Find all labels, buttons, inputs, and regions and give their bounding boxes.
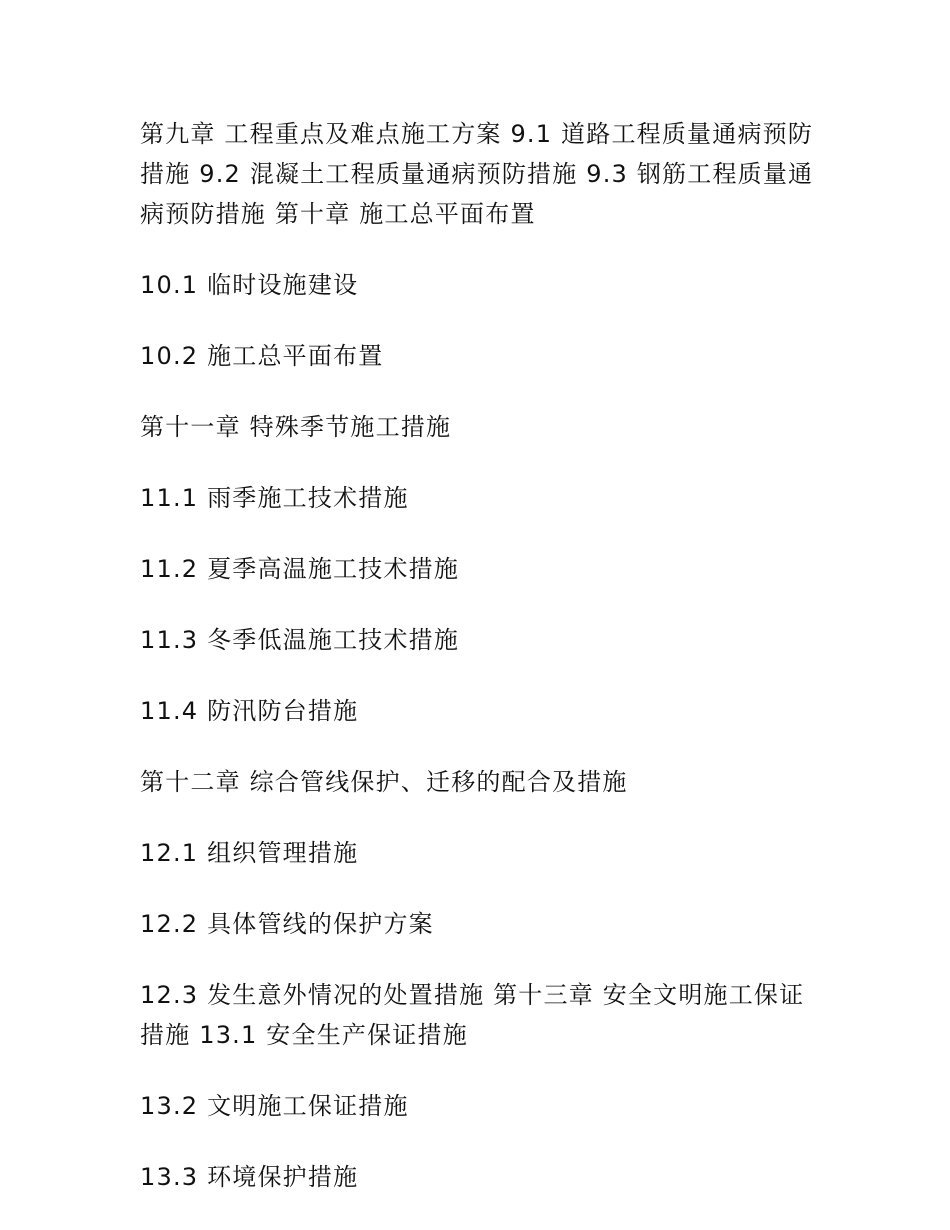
toc-entry-12-1: 12.1 组织管理措施 bbox=[140, 839, 359, 867]
toc-chapter-12: 第十二章 综合管线保护、迁移的配合及措施 bbox=[140, 768, 628, 796]
toc-entry-13-2: 13.2 文明施工保证措施 bbox=[140, 1092, 409, 1120]
toc-paragraph-12-3-chapter-13: 12.3 发生意外情况的处置措施 第十三章 安全文明施工保证措施 13.1 安全生产保证措施 bbox=[140, 981, 805, 1049]
toc-paragraph-chapter-9: 第九章 工程重点及难点施工方案 9.1 道路工程质量通病预防措施 9.2 混凝土工程质量通病预防措施 9.3 钢筋工程质量通病预防措施 第十章 施工总平面布置 bbox=[140, 120, 814, 228]
toc-entry-11-4: 11.4 防汛防台措施 bbox=[140, 697, 359, 725]
toc-entry-10-2: 10.2 施工总平面布置 bbox=[140, 342, 384, 370]
toc-entry-11-3: 11.3 冬季低温施工技术措施 bbox=[140, 626, 460, 654]
document-page bbox=[140, 114, 820, 1228]
toc-entry-11-1: 11.1 雨季施工技术措施 bbox=[140, 484, 409, 512]
toc-entry-12-2: 12.2 具体管线的保护方案 bbox=[140, 910, 434, 938]
toc-entry-10-1: 10.1 临时设施建设 bbox=[140, 271, 359, 299]
toc-entry-13-3: 13.3 环境保护措施 bbox=[140, 1163, 359, 1191]
toc-entry-11-2: 11.2 夏季高温施工技术措施 bbox=[140, 555, 460, 583]
toc-chapter-11: 第十一章 特殊季节施工措施 bbox=[140, 413, 452, 441]
